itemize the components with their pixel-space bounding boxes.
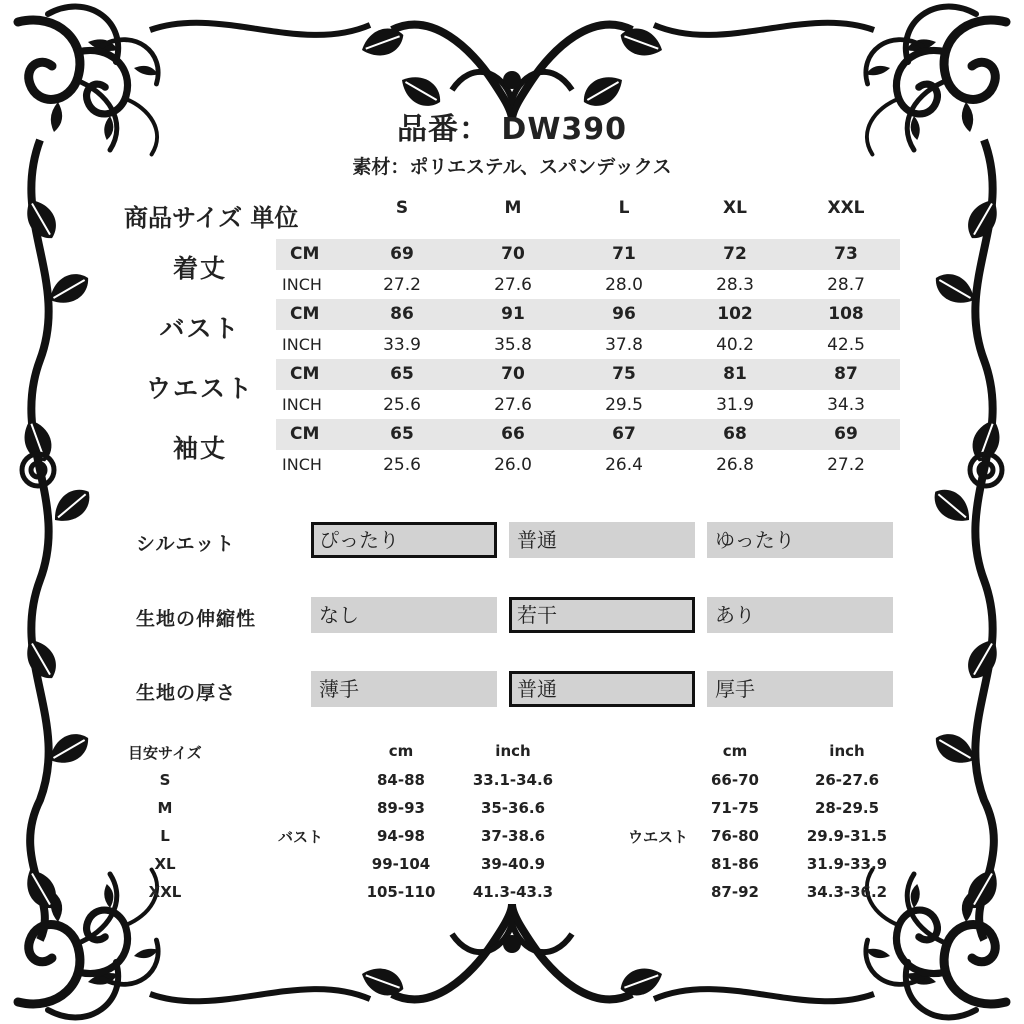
option: 薄手 [311,671,497,707]
guide-size-s: S [159,771,171,789]
inch-value: 37.8 [605,335,643,355]
inch-value: 26.0 [494,455,532,475]
guide-bust-inch: 41.3-43.3 [472,883,554,901]
cm-value: 75 [612,364,636,384]
inch-value: 34.3 [827,395,865,415]
guide-waist-inch: 29.9-31.5 [806,827,888,845]
inch-value: 25.6 [383,395,421,415]
inch-value: 28.0 [605,275,643,295]
cm-value: 81 [723,364,747,384]
cm-value: 70 [501,244,525,264]
guide-bust-inch: 39-40.9 [480,855,546,873]
guide-bust-cm: 84-88 [377,771,425,789]
guide-bust-label: バスト [278,828,324,846]
product-title: 品番： DW390 [396,112,628,147]
guide-waist-cm: 81-86 [711,855,759,873]
guide-bust-cm: 99-104 [371,855,431,873]
cm-value: 65 [390,424,414,444]
guide-size-l: L [160,827,170,845]
attribute-label: シルエット [136,533,236,555]
guide-bust-cm: 105-110 [366,883,436,901]
cm-value: 102 [717,304,753,324]
option: なし [311,597,497,633]
inch-value: 42.5 [827,335,865,355]
cm-value: 66 [501,424,525,444]
inch-value: 26.8 [716,455,754,475]
inch-value: 27.2 [827,455,865,475]
guide-waist-cm-header: cm [722,742,748,760]
inch-value: 31.9 [716,395,754,415]
size-table-header-label: 商品サイズ 単位 [124,204,299,232]
selected-option: ぴったり [311,522,497,558]
cm-value: 91 [501,304,525,324]
inch-value: 40.2 [716,335,754,355]
guide-waist-inch: 28-29.5 [814,799,880,817]
cm-value: 86 [390,304,414,324]
option: ゆったり [707,522,893,558]
unit-inch: INCH [282,335,322,354]
guide-bust-inch: 33.1-34.6 [472,771,554,789]
unit-cm: CM [290,304,320,324]
guide-size-m: M [157,799,173,817]
unit-inch: INCH [282,275,322,294]
measurement-name: 着丈 [172,254,227,283]
guide-bust-inch-header: inch [495,742,531,760]
inch-value: 33.9 [383,335,421,355]
unit-cm: CM [290,424,320,444]
cm-value: 69 [390,244,414,264]
selected-option: 若干 [509,597,695,633]
guide-bust-cm-header: cm [388,742,414,760]
inch-value: 25.6 [383,455,421,475]
cm-value: 73 [834,244,858,264]
measurement-name: バスト [159,314,241,343]
unit-cm: CM [290,364,320,384]
cm-value: 87 [834,364,858,384]
cm-value: 71 [612,244,636,264]
size-header-xl: XL [723,198,747,218]
size-header-xxl: XXL [827,198,865,218]
guide-waist-inch: 31.9-33.9 [806,855,888,873]
cm-value: 96 [612,304,636,324]
inch-value: 27.6 [494,275,532,295]
guide-bust-inch: 35-36.6 [480,799,546,817]
guide-waist-label: ウエスト [628,828,689,846]
unit-inch: INCH [282,455,322,474]
guide-waist-cm: 87-92 [711,883,759,901]
attribute-label: 生地の厚さ [136,682,237,704]
attribute-label: 生地の伸縮性 [136,608,257,630]
guide-bust-cm: 89-93 [377,799,425,817]
cm-value: 108 [828,304,864,324]
size-header-l: L [618,198,630,218]
inch-value: 28.3 [716,275,754,295]
guide-waist-cm: 76-80 [711,827,759,845]
guide-bust-inch: 37-38.6 [480,827,546,845]
guide-waist-inch: 34.3-36.2 [806,883,888,901]
cm-value: 69 [834,424,858,444]
guide-waist-inch: 26-27.6 [814,771,880,789]
inch-value: 35.8 [494,335,532,355]
option: 厚手 [707,671,893,707]
inch-value: 27.2 [383,275,421,295]
option: 普通 [509,522,695,558]
unit-inch: INCH [282,395,322,414]
guide-size-xl: XL [154,855,176,873]
inch-value: 26.4 [605,455,643,475]
material-text: 素材：ポリエステル、スパンデックス [352,156,672,178]
selected-option: 普通 [509,671,695,707]
inch-value: 29.5 [605,395,643,415]
cm-value: 70 [501,364,525,384]
size-header-m: M [504,198,522,218]
measurement-name: ウエスト [145,374,254,403]
inch-value: 27.6 [494,395,532,415]
guide-bust-cm: 94-98 [377,827,425,845]
guide-waist-cm: 66-70 [711,771,759,789]
guide-title: 目安サイズ [128,744,202,762]
cm-value: 67 [612,424,636,444]
cm-value: 65 [390,364,414,384]
measurement-name: 袖丈 [172,434,227,463]
guide-waist-inch-header: inch [829,742,865,760]
inch-value: 28.7 [827,275,865,295]
guide-waist-cm: 71-75 [711,799,759,817]
cm-value: 68 [723,424,747,444]
guide-size-xxl: XXL [148,883,182,901]
cm-value: 72 [723,244,747,264]
option: あり [707,597,893,633]
size-header-s: S [395,198,409,218]
unit-cm: CM [290,244,320,264]
